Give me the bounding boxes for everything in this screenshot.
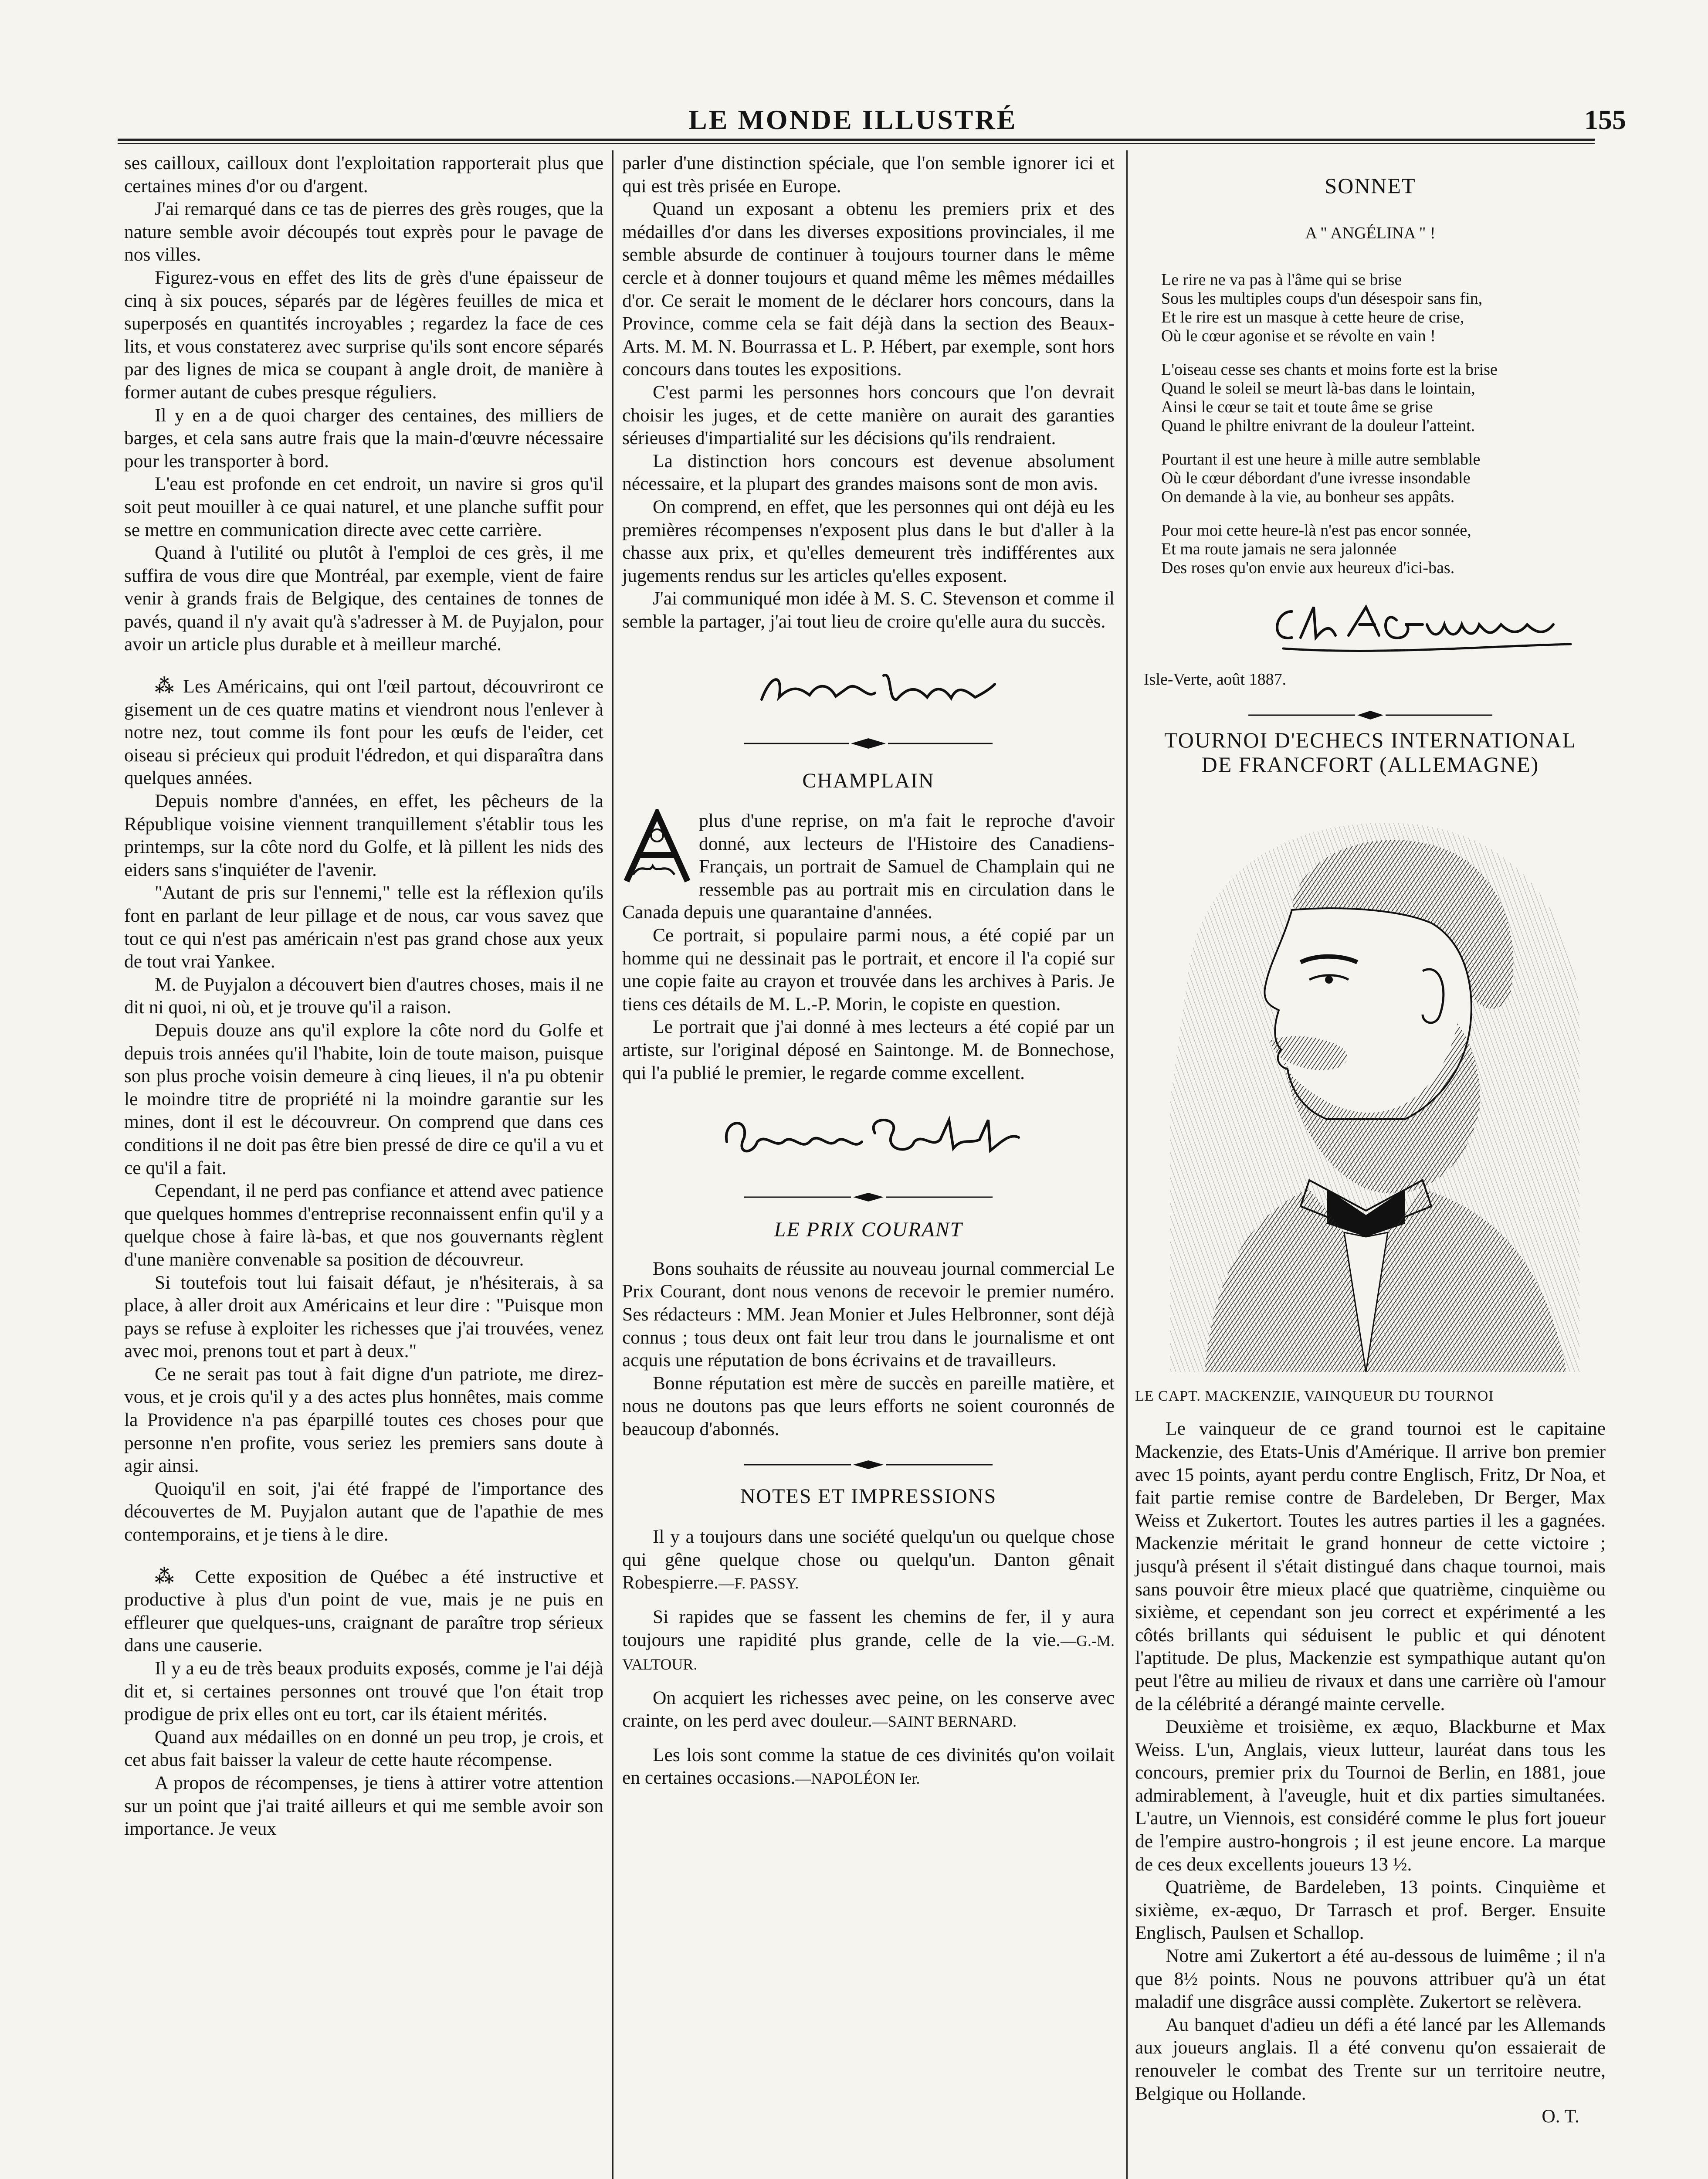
paragraph: Si toutefois tout lui faisait défaut, je n'hésiterais, à sa place, à aller droit aux Américains et leur dire : "Puisque mon pays se refuse à exploiter les richesses que j'ai trouvées, venez avec moi, prenons tout et part à deux." <box>124 1272 603 1362</box>
paragraph: Au banquet d'adieu un défi a été lancé par les Allemands aux joueurs anglais. Il a été convenu qu'on essaierait de renouveler le combat des Trente sur un territoire neutre, Belgique ou Hollande. <box>1135 2014 1606 2104</box>
paragraph: ses cailloux, cailloux dont l'exploitation rapporterait plus que certaines mines d'or ou d'argent. <box>124 153 603 197</box>
paragraph: Bons souhaits de réussite au nouveau journal commercial Le Prix Courant, dont nous venons de recevoir le premier numéro. Ses rédacteurs : MM. Jean Monier et Jules Helbronner, sont déjà connus ; tous deux ont fait leur trou dans le journalisme et ont acquis une réputation de bons écrivains et de travailleurs. <box>622 1258 1115 1371</box>
signature-gauvreau <box>1266 594 1579 659</box>
paragraph: On comprend, en effet, que les personnes qui ont déjà eu les premières récompenses n'exposent plus dans le but d'aller à la chasse aux prix, et qu'elles demeurent très indifférentes aux jugements rendus sur les articles qu'elles exposent. <box>622 496 1115 586</box>
paragraph: ⁂ Les Américains, qui ont l'œil partout, découvriront ce gisement un de ces quatre matins et viendront nous l'enlever à notre nez, tout comme ils font pour les œufs de l'eider, cet oiseau si précieux qui produit l'édredon, et qui disparaîtra dans quelques années. <box>124 676 603 789</box>
column-1 <box>124 152 603 1840</box>
paragraph: Le portrait que j'ai donné à mes lecteurs a été copié par un artiste, sur l'original déposé en Saintonge. M. de Bonnechose, qui l'a publié le premier, le regarde comme excellent. <box>622 1016 1115 1083</box>
paragraph: Quand aux médailles on en donné un peu trop, je crois, et cet abus fait baisser la valeur de cette haute récompense. <box>124 1726 603 1771</box>
paragraph: ⁂ Cette exposition de Québec a été instructive et productive à plus d'un point de vue, mais je ne puis en effleurer que quelques-uns, craignant de paraître trop sérieux dans une causerie. <box>124 1566 603 1656</box>
paragraph: Il y a eu de très beaux produits exposés, comme je l'ai déjà dit et, si certaines personnes ont trouvé que l'on était trop prodigue de prix elles ont eu tort, car ils étaient mérités. <box>124 1658 603 1725</box>
paragraph: Quatrième, de Bardeleben, 13 points. Cinquième et sixième, ex-æquo, Dr Tarrasch et prof. Berger. Ensuite Englisch, Paulsen et Schallop. <box>1135 1877 1606 1944</box>
signature-leon-ledieu <box>753 658 997 715</box>
heading-champlain: CHAMPLAIN <box>802 769 935 793</box>
paragraph: M. de Puyjalon a découvert bien d'autres choses, mais il ne dit ni quoi, ni où, et je trouve qu'il a raison. <box>124 974 603 1018</box>
paragraph: Quoiqu'il en soit, j'ai été frappé de l'importance des découvertes de M. Puyjalon autant que de l'apathie de mes contemporains, et je tiens à le dire. <box>124 1478 603 1545</box>
sonnet-stanza: L'oiseau cesse ses chants et moins forte est la brise Quand le soleil se meurt là-bas dans le lointain, Ainsi le cœur se tait et toute âme se grise Quand le philtre enivrant de la douleur l'atteint. <box>1161 360 1498 435</box>
paragraph: parler d'une distinction spéciale, que l'on semble ignorer ici et qui est très prisée en Europe. <box>622 153 1115 197</box>
paragraph: Quand un exposant a obtenu les premiers prix et des médailles d'or dans les diverses expositions provinciales, il me semble absurde de continuer à toujours tourner dans le même cercle et à donner toujours et quand même les mêmes médailles d'or. Ce serait le moment de le déclarer hors concours, dans la Province, comme cela se fait déjà dans la section des Beaux-Arts. M. M. N. Bourrassa et L. P. Hébert, par exemple, sont hors concours dans toutes les expositions. <box>622 198 1115 380</box>
paragraph: Figurez-vous en effet des lits de grès d'une épaisseur de cinq à six pouces, séparés par de légères feuilles de mica et superposés en quantités incroyables ; regardez la face de ces lits, et vous constaterez avec surprise qu'ils sont encore séparés par des lignes de mica se coupant à angle droit, de manière à former autant de cubes presque réguliers. <box>124 267 603 403</box>
portrait-caption: LE CAPT. MACKENZIE, VAINQUEUR DU TOURNOI <box>1135 1388 1494 1404</box>
heading-prix-courant: LE PRIX COURANT <box>774 1218 963 1242</box>
paragraph: A propos de récompenses, je tiens à attirer votre attention sur un point que j'ai traité ailleurs et qui me semble avoir son importance. Je veux <box>124 1772 603 1840</box>
heading-notes-impressions: NOTES ET IMPRESSIONS <box>740 1484 997 1508</box>
paragraph: plus d'une reprise, on m'a fait le reproche d'avoir donné, aux lecteurs de l'Histoire des Canadiens-Français, un portrait de Samuel de Champlain qui ne ressemble pas au portrait mis en circulation dans le Canada depuis une quarantaine d'années. <box>622 810 1115 923</box>
portrait-engraving <box>1161 797 1588 1376</box>
paragraph: Le vainqueur de ce grand tournoi est le capitaine Mackenzie, des Etats-Unis d'Amérique. Il arrive bon premier avec 15 points, ayant perdu contre Englisch, Fritz, Dr Noa, et fait partie remise contre de Bardeleben, Dr Berger, Max Weiss et Zukertort. Toutes les autres parties il les a gagnées. Mackenzie méritait le grand honneur de cette victoire ; jusqu'à présent il s'était distingué dans chaque tournoi, mais sans pouvoir être mieux placé que quatrième, cinquième ou sixième, et cependant son jeu correct et expérimenté a les côtés brillants qui séduisent le public et qui dénotent l'aptitude. De plus, Mackenzie est sympathique autant qu'on peut l'être au milieu de rivaux et dans une carrière où l'amour de la célébrité a dérangé mainte cervelle. <box>1135 1418 1606 1714</box>
paragraph: Il y en a de quoi charger des centaines, des milliers de barges, et cela sans autre frais que la main-d'œuvre nécessaire pour les transporter à bord. <box>124 404 603 472</box>
paragraph: Cependant, il ne perd pas confiance et attend avec patience que quelques hommes d'entreprise reconnaissent enfin qu'il y a quelque chose à faire là-bas, et que nos gouvernants règlent d'une manière convenable sa position de découvreur. <box>124 1180 603 1270</box>
column-divider <box>1126 150 1128 2179</box>
sonnet-place-date: Isle-Verte, août 1887. <box>1144 670 1287 689</box>
paragraph: Depuis douze ans qu'il explore la côte nord du Golfe et depuis trois années qu'il l'habite, loin de toute maison, puisque son plus proche voisin demeure à cinq lieues, il n'a pu obtenir le moindre titre de propriété ni la moindre garantie sur les mines, dont il est le découvreur. On comprend que dans ces conditions il ne doit pas être bien pressé de dire ce qu'il a vu et ce qu'il a fait. <box>124 1019 603 1178</box>
paragraph: Deuxième et troisième, ex æquo, Blackburne et Max Weiss. L'un, Anglais, vieux lutteur, lauréat dans tous les concours, premier prix du Tournoi de Berlin, en 1881, joue admirablement, à l'aveugle, huit et dix parties simultanées. L'autre, un Viennois, est considéré comme le plus fort joueur de l'empire austro-hongrois ; il est jeune encore. La marque de ces deux excellents joueurs 13 ½. <box>1135 1716 1606 1875</box>
column-divider <box>612 150 613 2179</box>
portrait-mackenzie <box>1161 797 1588 1376</box>
section-divider-ornament <box>622 1191 1115 1204</box>
paragraph: Notre ami Zukertort a été au-dessous de luimême ; il n'a que 8½ points. Nous ne pouvons attribuer qu'à un état maladif une disgrâce aussi complète. Zukertort se relèvera. <box>1135 1945 1606 2013</box>
drop-cap-frame <box>622 809 692 883</box>
paragraph: J'ai remarqué dans ce tas de pierres des grès rouges, que la nature semble avoir découpés tout exprès pour le pavage de nos villes. <box>124 198 603 265</box>
signature-graphic <box>1266 594 1579 659</box>
heading-tournoi: TOURNOI D'ECHECS INTERNATIONAL DE FRANCFORT (ALLEMAGNE) <box>1164 727 1576 777</box>
section-divider-ornament <box>622 735 1115 752</box>
quote: Si rapides que se fassent les chemins de fer, il y aura toujours une rapidité plus grande, celle de la vie.—G.-M. VALTOUR. <box>622 1606 1115 1673</box>
section-divider-ornament <box>1135 709 1606 722</box>
quote: On acquiert les richesses avec peine, on les conserve avec crainte, on les perd avec douleur.—SAINT BERNARD. <box>622 1687 1115 1731</box>
quote-author: —SAINT BERNARD. <box>872 1713 1017 1731</box>
sonnet-stanza: Pourtant il est une heure à mille autre semblable Où le cœur débordant d'une ivresse insondable On demande à la vie, au bonheur ses appâts. <box>1161 450 1481 506</box>
quote-author: —NAPOLÉON Ier. <box>795 1770 920 1788</box>
sonnet-stanza: Le rire ne va pas à l'âme qui se brise Sous les multiples coups d'un désespoir sans fin, Et le rire est un masque à cette heure de crise, Où le cœur agonise et se révolte en vain ! <box>1161 271 1483 346</box>
column-2 <box>622 152 1115 1790</box>
paragraph: La distinction hors concours est devenue absolument nécessaire, et la plupart des grandes maisons sont de mon avis. <box>622 450 1115 495</box>
sonnet-stanza: Pour moi cette heure-là n'est pas encor sonnée, Et ma route jamais ne sera jalonnée Des roses qu'on envie aux heureux d'ici-bas. <box>1161 521 1471 577</box>
sonnet-body <box>1135 271 1606 577</box>
quote: Il y a toujours dans une société quelqu'un ou quelque chose qui gêne quelque chose ou quelqu'un. Danton gênait Robespierre.—F. PASSY. <box>622 1526 1115 1593</box>
tournoi-article <box>1135 1417 1606 2128</box>
section-divider-ornament <box>622 1458 1115 1471</box>
author-initials: O. T. <box>1542 2106 1579 2127</box>
signature-graphic <box>718 1107 1023 1168</box>
paragraph: C'est parmi les personnes hors concours que l'on devrait choisir les juges, et de cette manière on aurait des garanties sérieuses d'impartialité sur les décisions qu'ils rendraient. <box>622 381 1115 449</box>
paragraph: Bonne réputation est mère de succès en pareille matière, et nous ne doutons pas que leurs efforts ne soient couronnés de beaucoup d'abonnés. <box>622 1372 1115 1439</box>
header-rule-thin <box>118 143 1595 144</box>
masthead-title: LE MONDE ILLUSTRÉ <box>688 104 1017 135</box>
page-number: 155 <box>1584 104 1626 135</box>
asterism: ⁂ <box>155 676 183 697</box>
quote: Les lois sont comme la statue de ces divinités qu'on voilait en certaines occasions.—NAPOLÉON Ier. <box>622 1744 1115 1789</box>
paragraph: "Autant de pris sur l'ennemi," telle est la réflexion qu'ils font en parlant de leur pillage et de nous, car vous savez que tout ce qui n'est pas américain n'est pas grand chose aux yeux de tout vrai Yankee. <box>124 882 603 972</box>
signature-graphic <box>753 658 997 715</box>
ornamental-drop-cap <box>622 809 692 883</box>
header-rule <box>118 139 1595 141</box>
paragraph: Quand à l'utilité ou plutôt à l'emploi de ces grès, il me suffira de vous dire que Montréal, par exemple, vient de faire venir à grands frais de Belgique, des centaines de tonnes de pavés, quand il n'y avait qu'à s'adresser à M. de Puyjalon, pour avoir un article plus durable et à meilleur marché. <box>124 542 603 655</box>
asterism: ⁂ <box>155 1566 195 1587</box>
quote-author: —G.-M. VALTOUR. <box>622 1632 1115 1673</box>
champlain-article <box>622 809 1115 1084</box>
paragraph: Ce portrait, si populaire parmi nous, a été copié par un homme qui ne dessinait pas le portrait, et encore il l'a copié sur une copie faite au crayon et trouvée dans les archives à Paris. Je tiens ces détails de M. L.-P. Morin, le copiste en question. <box>622 925 1115 1015</box>
paragraph: L'eau est profonde en cet endroit, un navire si gros qu'il soit peut mouiller à ce quai naturel, et une planche suffit pour se mettre en communication directe avec cette carrière. <box>124 473 603 540</box>
sonnet-dedication: A " ANGÉLINA " ! <box>1305 224 1436 242</box>
paragraph: J'ai communiqué mon idée à M. S. C. Stevenson et comme il semble la partager, j'ai tout lieu de croire qu'elle aura du succès. <box>622 588 1115 632</box>
paragraph: Depuis nombre d'années, en effet, les pêcheurs de la République voisine viennent tranquillement s'établir tous les printemps, sur la côte nord du Golfe, et là pillent les nids des eiders sans s'inquiéter de l'avenir. <box>124 791 603 880</box>
quote-author: —F. PASSY. <box>718 1575 799 1592</box>
signature-benjamin-sulte <box>718 1107 1023 1168</box>
paragraph: Ce ne serait pas tout à fait digne d'un patriote, me direz-vous, et je crois qu'il y a des actes plus honnêtes, mais comme la Providence n'a pas éparpillé toutes ces choses pour que personne n'en profite, vous seriez les premiers sans doute à agir ainsi. <box>124 1363 603 1476</box>
heading-sonnet: SONNET <box>1325 173 1416 198</box>
column-3 <box>1135 152 1606 2128</box>
